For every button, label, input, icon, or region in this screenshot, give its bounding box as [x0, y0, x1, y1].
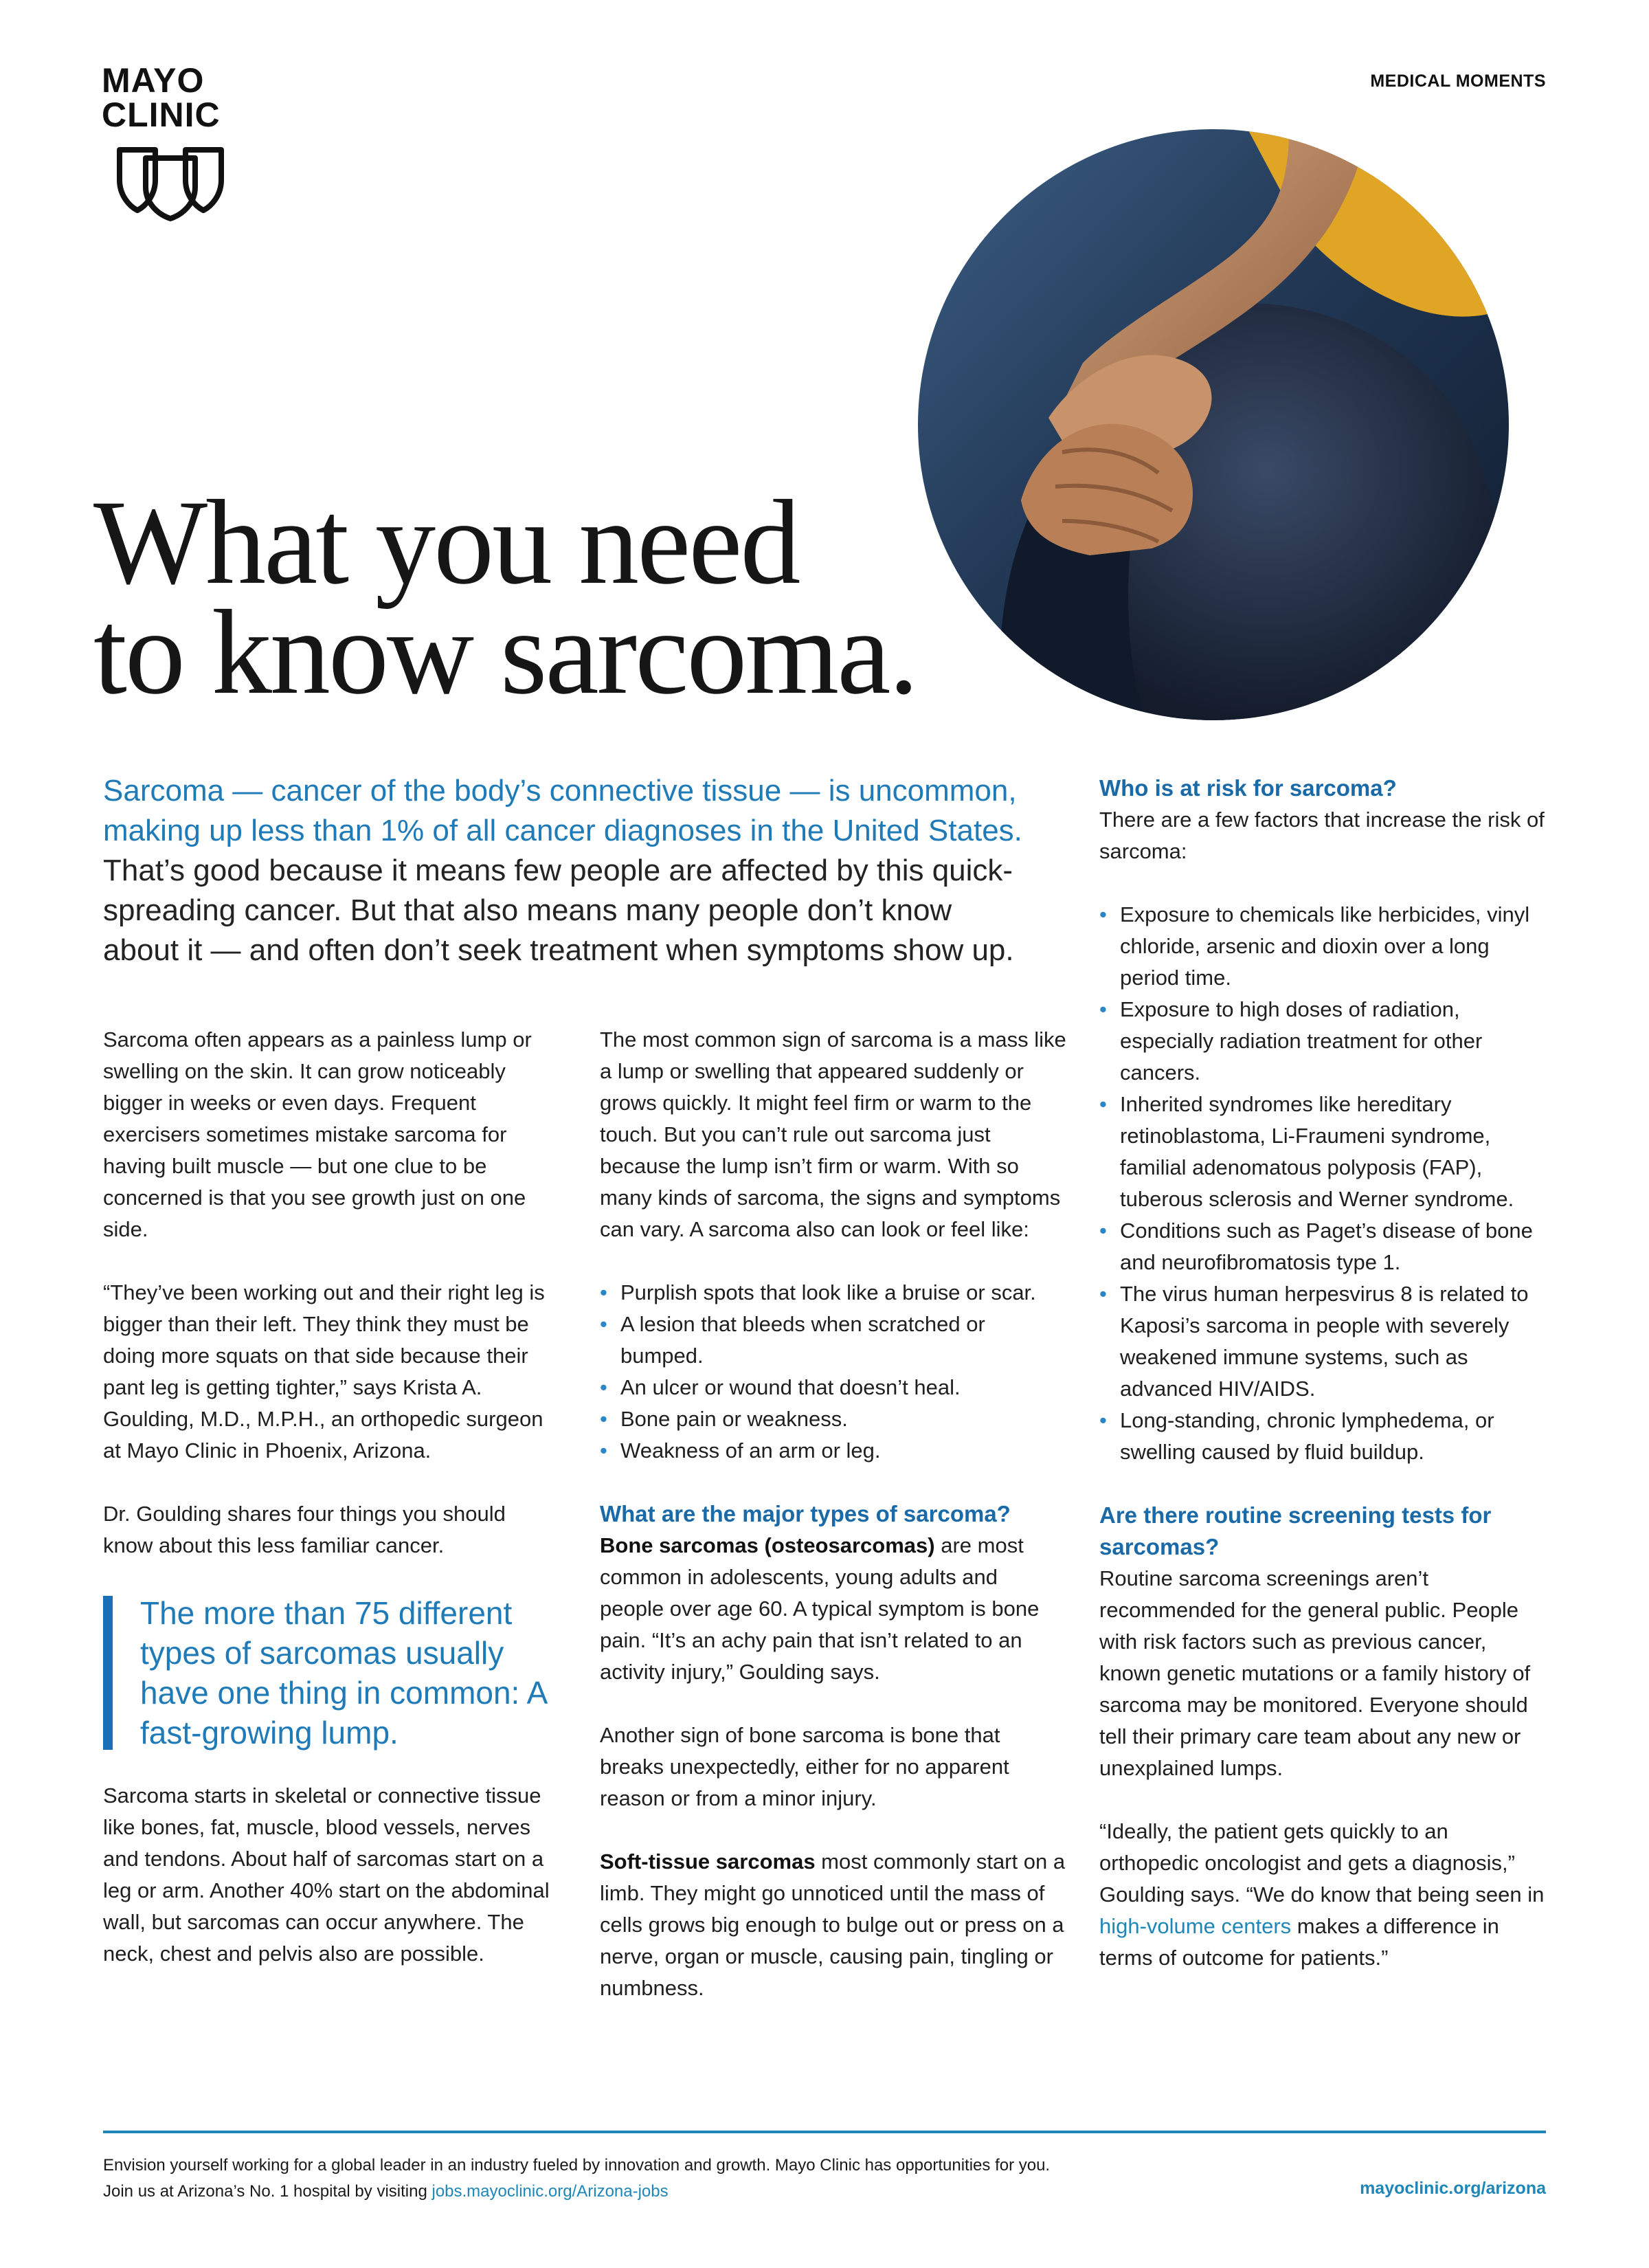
bone-break-paragraph: Another sign of bone sarcoma is bone that breaks unexpectedly, either for no apparent reason or from a minor injury.: [600, 1723, 1009, 1810]
lead-dark-line-1: That’s good because it means few people are affected by this quick-: [103, 854, 1013, 887]
list-item: • An ulcer or wound that doesn’t heal.: [600, 1372, 1067, 1403]
lead-blue-line-2: making up less than 1% of all cancer diagnoses in the United States.: [103, 814, 1022, 847]
lead-dark-line-3: about it — and often don’t seek treatment when symptoms show up.: [103, 933, 1014, 967]
logo-line-clinic: CLINIC: [102, 96, 221, 134]
list-item: • Purplish spots that look like a bruise or scar.: [600, 1277, 1067, 1309]
col1-paragraph-3: Dr. Goulding shares four things you should know about this less familiar cancer.: [103, 1502, 506, 1557]
photo-illustration: [918, 129, 1509, 720]
column-3: [1099, 772, 1546, 2005]
list-item: • A lesion that bleeds when scratched or bumped.: [600, 1309, 1067, 1372]
list-item: • Long-standing, chronic lymphedema, or swelling caused by fluid buildup.: [1099, 1405, 1546, 1468]
soft-tissue-term: Soft-tissue sarcomas: [600, 1849, 816, 1874]
footer-divider: [103, 2131, 1546, 2133]
soft-tissue-text: most commonly start on a limb. They might go unnoticed until the mass of cells grows big enough to bulge out or press on a nerve, organ or muscle, causing pain, tingling or numbness.: [600, 1849, 1066, 2000]
list-item: • Inherited syndromes like hereditary retinoblastoma, Li-Fraumeni syndrome, familial adenomatous polyposis (FAP), tuberous sclerosis and Werner syndrome.: [1099, 1089, 1546, 1215]
col1-paragraph-1: Sarcoma often appears as a painless lump or swelling on the skin. It can grow noticeably bigger in weeks or even days. Frequent exercisers sometimes mistake sarcoma for having built muscle — but one clue to be concerned is that you see growth just on one side.: [103, 1027, 532, 1241]
heading-sarcoma-types: What are the major types of sarcoma?: [600, 1501, 1011, 1526]
lead-blue-line-1: Sarcoma — cancer of the body’s connective tissue — is uncommon,: [103, 774, 1017, 808]
footer-text: [103, 2153, 1065, 2205]
pull-quote-bar: [103, 1596, 113, 1750]
hands-on-knee-photo: [918, 129, 1509, 720]
symptom-list: [600, 1277, 1067, 1467]
list-item: • Weakness of an arm or leg.: [600, 1435, 1067, 1467]
title-line-2: to know sarcoma.: [93, 586, 917, 720]
bone-sarcoma-paragraph: [600, 1530, 1067, 1688]
footer-body: Envision yourself working for a global leader in an industry fueled by innovation and growth. Mayo Clinic has opportunities for you. Join us at Arizona’s No. 1 hospital by visiting: [103, 2156, 1051, 2201]
list-item: • Conditions such as Paget’s disease of bone and neurofibromatosis type 1.: [1099, 1215, 1546, 1278]
logo-line-mayo: MAYO: [102, 61, 205, 100]
three-shields-icon: [115, 144, 225, 221]
col1-paragraph-2: “They’ve been working out and their right leg is bigger than their left. They think they must be doing more squats on that side because their pant leg is getting tighter,” says Krista A. Goulding, M.D., M.P.H., an orthopedic surgeon at Mayo Clinic in Phoenix, Arizona.: [103, 1280, 545, 1463]
mayo-clinic-logo[interactable]: [102, 63, 246, 225]
page-title: [93, 476, 987, 720]
heading-screening: Are there routine screening tests for sarcomas?: [1099, 1502, 1492, 1559]
jobs-link[interactable]: jobs.mayoclinic.org/Arizona-jobs: [431, 2182, 669, 2201]
list-item: • Exposure to high doses of radiation, especially radiation treatment for other cancers.: [1099, 994, 1546, 1089]
pull-quote: [103, 1593, 550, 1753]
list-item: • Exposure to chemicals like herbicides, vinyl chloride, arsenic and dioxin over a long period time.: [1099, 899, 1546, 994]
lead-paragraph: [103, 771, 1065, 970]
risk-intro: There are a few factors that increase the risk of sarcoma:: [1099, 808, 1545, 863]
screening-paragraph: Routine sarcoma screenings aren’t recommended for the general public. People with risk factors such as previous cancer, known genetic mutations or a family history of sarcoma may be monitored. Everyone should tell their primary care team about any new or unexplained lumps.: [1099, 1566, 1531, 1780]
pull-quote-text: The more than 75 different types of sarcomas usually have one thing in common: A fast-growing lump.: [140, 1595, 546, 1750]
bone-sarcoma-term: Bone sarcomas (osteosarcomas): [600, 1533, 935, 1557]
section-kicker: MEDICAL MOMENTS: [1370, 71, 1546, 91]
list-item: • The virus human herpesvirus 8 is related to Kaposi’s sarcoma in people with severely weakened immune systems, such as advanced HIV/AIDS.: [1099, 1278, 1546, 1405]
goulding-quote: [1099, 1816, 1546, 1974]
lead-dark-line-2: spreading cancer. But that also means many people don’t know: [103, 893, 952, 927]
bone-sarcoma-text: are most common in adolescents, young adults and people over age 60. A typical symptom is bone pain. “It’s an achy pain that isn’t related to an activity injury,” Goulding says.: [600, 1533, 1040, 1684]
quote-text-a: “Ideally, the patient gets quickly to an orthopedic oncologist and gets a diagnosis,” Goulding says. “We do know that being seen in: [1099, 1819, 1545, 1906]
list-item: • Bone pain or weakness.: [600, 1403, 1067, 1435]
column-2: [600, 1024, 1067, 2036]
col1-paragraph-4: Sarcoma starts in skeletal or connective tissue like bones, fat, muscle, blood vessels, nerves and tendons. About half of sarcomas start on a leg or arm. Another 40% start on the abdominal wall, but sarcomas can occur anywhere. The neck, chest and pelvis also are possible.: [103, 1783, 550, 1966]
col2-paragraph-1: The most common sign of sarcoma is a mass like a lump or swelling that appeared suddenly or grows quickly. It might feel firm or warm to the touch. But you can’t rule out sarcoma just because the lump isn’t firm or warm. With so many kinds of sarcoma, the signs and symptoms can vary. A sarcoma also can look or feel like:: [600, 1027, 1066, 1241]
quote-text-b: makes a difference in terms of outcome for patients.”: [1099, 1914, 1499, 1970]
soft-tissue-paragraph: [600, 1846, 1067, 2004]
risk-factor-list: [1099, 899, 1546, 1468]
title-line-1: What you need: [93, 476, 799, 610]
heading-risk: Who is at risk for sarcoma?: [1099, 775, 1397, 801]
site-url-link[interactable]: mayoclinic.org/arizona: [1360, 2179, 1546, 2198]
column-1: [103, 1024, 550, 2001]
high-volume-centers-link[interactable]: high-volume centers: [1099, 1914, 1292, 1938]
